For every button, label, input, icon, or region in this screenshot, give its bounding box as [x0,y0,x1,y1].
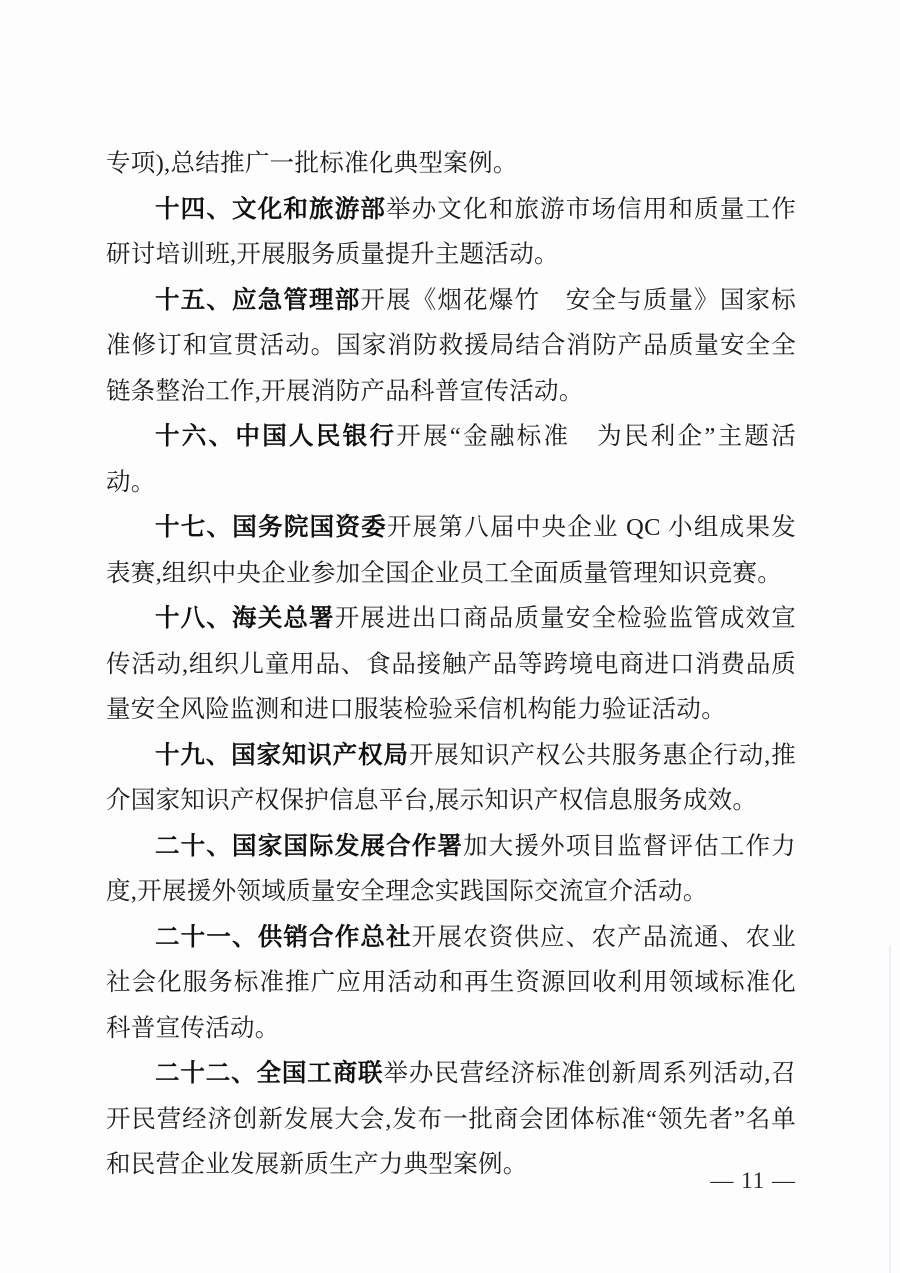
paragraph-text: 开展农资供应、农产品流通、农业社会化服务标准推广应用活动和再生资源回收利用领域标准化科普宣传活动。 [106,923,796,1042]
paragraph [106,733,796,824]
paragraph [106,505,796,596]
paragraph [106,414,796,505]
paragraph-lead: 十四、文化和旅游部 [155,195,387,223]
paragraph-text: 专项),总结推广一批标准化典型案例。 [106,150,518,177]
paragraph-text: 举办民营经济标准创新周系列活动,召开民营经济创新发展大会,发布一批商会团体标准“领先者”名单和民营企业发展新质生产力典型案例。 [106,1060,796,1178]
document-body [106,141,796,1188]
paragraph-lead: 二十、国家国际发展合作署 [155,832,464,860]
scan-artifact-line [889,945,891,1273]
paragraph-lead: 十七、国务院国资委 [155,514,387,541]
paragraph [106,141,796,187]
paragraph-text: 举办文化和旅游市场信用和质量工作研讨培训班,开展服务质量提升主题活动。 [106,195,796,268]
paragraph [106,278,796,415]
paragraph-text: 开展知识产权公共服务惠企行动,推介国家知识产权保护信息平台,展示知识产权信息服务成效。 [106,741,796,814]
paragraph-lead: 二十二、全国工商联 [155,1060,384,1087]
page-number: — 11 — [710,1168,796,1193]
paragraph [106,824,796,915]
paragraph-text: 加大援外项目监督评估工作力度,开展援外领域质量安全理念实践国际交流宣介活动。 [106,832,796,905]
paragraph-lead: 十八、海关总署 [155,605,335,632]
paragraph [106,915,796,1052]
paragraph-lead: 十六、中国人民银行 [155,423,397,450]
paragraph-lead: 十五、应急管理部 [155,286,361,314]
paragraph-text: 开展“金融标准 为民利企”主题活动。 [106,423,797,496]
paragraph-lead: 二十一、供销合作总社 [155,923,412,951]
paragraph [106,596,796,733]
paragraph-text: 开展第八届中央企业 QC 小组成果发表赛,组织中央企业参加全国企业员工全面质量管理知识竞赛。 [106,514,797,587]
paragraph-text: 开展《烟花爆竹 安全与质量》国家标准修订和宣贯活动。国家消防救援局结合消防产品质量安全全链条整治工作,开展消防产品科普宣传活动。 [106,286,796,405]
paragraph-lead: 十九、国家知识产权局 [155,741,409,769]
paragraph [106,187,796,278]
paragraph-text: 开展进出口商品质量安全检验监管成效宣传活动,组织儿童用品、食品接触产品等跨境电商进口消费品质量安全风险监测和进口服装检验采信机构能力验证活动。 [106,605,796,723]
